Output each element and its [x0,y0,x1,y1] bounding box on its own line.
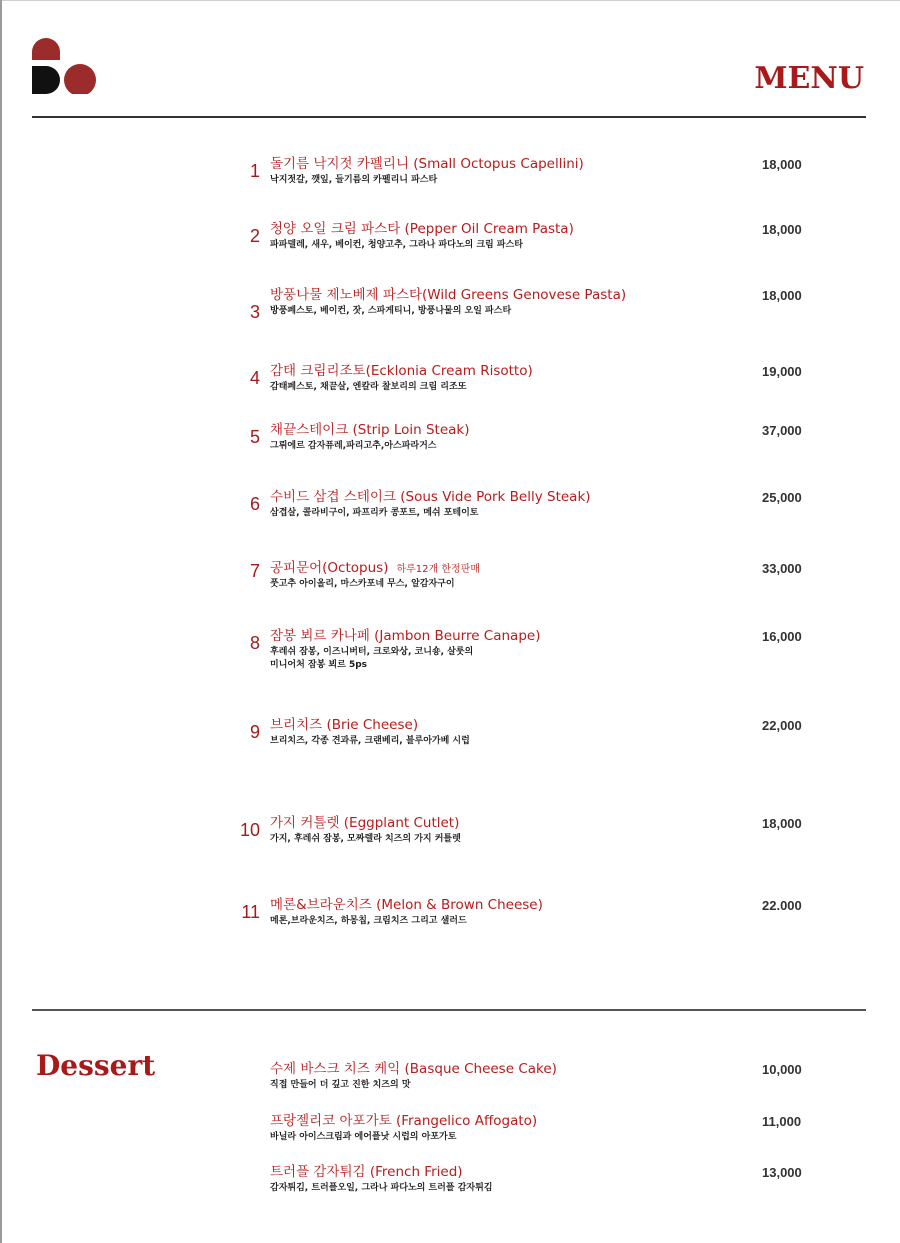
item-name [270,221,574,237]
item-description [270,646,473,672]
item-price: 22.000 [762,898,802,913]
item-description-line: 감태페스토, 채끝살, 엔칼라 찰보리의 크림 리조또 [270,382,467,392]
header-divider [32,116,866,118]
item-description-line: 방풍페스토, 베이컨, 잣, 스파게티니, 방풍나물의 오일 파스타 [270,306,512,316]
item-description-line: 후레쉬 잠봉, 이즈니버터, 크로와상, 코니숑, 살룻의 [270,647,474,657]
item-price: 33,000 [762,561,802,576]
item-name [270,628,540,644]
item-description [270,735,470,748]
item-description [270,1182,492,1195]
item-description-line: 낙지젓갈, 깻잎, 들기름의 카펠리니 파스타 [270,175,438,185]
item-description [270,833,461,846]
item-description [270,578,455,591]
item-description [270,381,466,394]
item-number: 11 [241,902,260,922]
item-price: 25,000 [762,490,802,505]
item-description-line: 가지, 후레쉬 잠봉, 모짜렐라 치즈의 가지 커틀렛 [270,834,461,844]
item-name [270,1164,463,1180]
item-name [270,489,591,505]
item-price: 19,000 [762,364,802,379]
item-name-text: 트러플 감자튀김 (French Fried) [270,1164,463,1180]
item-description-line: 브리치즈, 각종 견과류, 크랜베리, 블루아가베 시럽 [270,736,470,746]
item-note: 하루12개 한정판매 [396,564,480,575]
item-description [270,507,479,520]
item-description-line: 미니어처 잠봉 뵈르 5ps [270,660,368,670]
item-number: 2 [249,226,260,246]
item-price: 11,000 [762,1114,802,1129]
item-name [270,1113,537,1129]
item-name [270,363,533,379]
item-description-line: 파파델레, 새우, 베이컨, 청양고추, 그라나 파다노의 크림 파스타 [270,240,523,250]
page-top-edge [0,0,900,1]
item-description-line: 메론,브라운치즈, 하몽칩, 크림치즈 그리고 샐러드 [270,916,467,926]
item-name-text: 메론&브라운치즈 (Melon & Brown Cheese) [270,897,543,913]
item-name-text: 수비드 삼겹 스테이크 (Sous Vide Pork Belly Steak) [270,489,591,505]
item-description-line: 감자튀김, 트러플오일, 그라나 파다노의 트러플 감자튀김 [270,1183,493,1193]
item-number: 5 [249,427,260,447]
item-name-text: 가지 커틀렛 (Eggplant Cutlet) [270,815,460,831]
item-name [270,897,543,913]
item-description-line: 풋고추 아이올리, 마스카포네 무스, 알감자구이 [270,579,455,589]
item-number: 6 [249,494,260,514]
item-price: 13,000 [762,1165,802,1180]
item-description-line: 바닐라 아이스크림과 에어플낫 시럽의 아포가토 [270,1132,457,1142]
item-number: 10 [239,820,260,840]
item-price: 18,000 [762,816,802,831]
item-price: 37,000 [762,423,802,438]
item-price: 16,000 [762,629,802,644]
item-name [270,156,584,172]
item-description [270,174,437,187]
item-name [270,1061,557,1077]
item-number: 7 [249,561,260,581]
item-price: 18,000 [762,222,802,237]
item-description-line: 삼겹살, 콜라비구이, 파프리카 콩포트, 메쉬 포테이토 [270,508,479,518]
item-description-line: 직접 만들어 더 깊고 진한 치즈의 맛 [270,1080,411,1090]
menu-title: MENU [754,61,864,96]
item-description [270,239,523,252]
bdo-logo-icon [32,34,98,94]
item-price: 18,000 [762,157,802,172]
item-name-text: 공피문어(Octopus) [270,560,389,576]
item-name [270,422,470,438]
section-divider [32,1009,866,1011]
dessert-title: Dessert [36,1049,156,1082]
item-name [270,560,480,578]
item-name [270,815,459,831]
item-name-text: 방풍나물 제노베제 파스타(Wild Greens Genovese Pasta) [270,287,627,303]
item-number: 9 [249,722,260,742]
item-description [270,305,511,318]
item-name-text: 청양 오일 크림 파스타 (Pepper Oil Cream Pasta) [270,221,574,237]
item-price: 22,000 [762,718,802,733]
item-price: 18,000 [762,288,802,303]
item-number: 3 [249,302,260,322]
item-description [270,915,467,928]
item-number: 1 [249,161,260,181]
item-name-text: 프랑젤리코 아포가토 (Frangelico Affogato) [270,1113,538,1129]
item-name-text: 브리치즈 (Brie Cheese) [270,717,419,733]
item-name [270,287,626,303]
item-name-text: 채끝스테이크 (Strip Loin Steak) [270,422,470,438]
item-name-text: 잠봉 뵈르 카나페 (Jambon Beurre Canape) [270,628,541,644]
item-name-text: 감태 크림리조토(Ecklonia Cream Risotto) [270,363,533,379]
item-name [270,717,418,733]
item-name-text: 수제 바스크 치즈 케익 (Basque Cheese Cake) [270,1061,557,1077]
item-description [270,1131,456,1144]
item-number: 4 [249,368,260,388]
page-left-edge [0,0,2,1243]
item-number: 8 [249,633,260,653]
item-price: 10,000 [762,1062,802,1077]
item-description-line: 그뤼에르 감자퓨레,파리고추,아스파라거스 [270,441,437,451]
item-description [270,1079,411,1092]
item-description [270,440,436,453]
item-name-text: 돌기름 낙지젓 카펠리니 (Small Octopus Capellini) [270,156,584,172]
